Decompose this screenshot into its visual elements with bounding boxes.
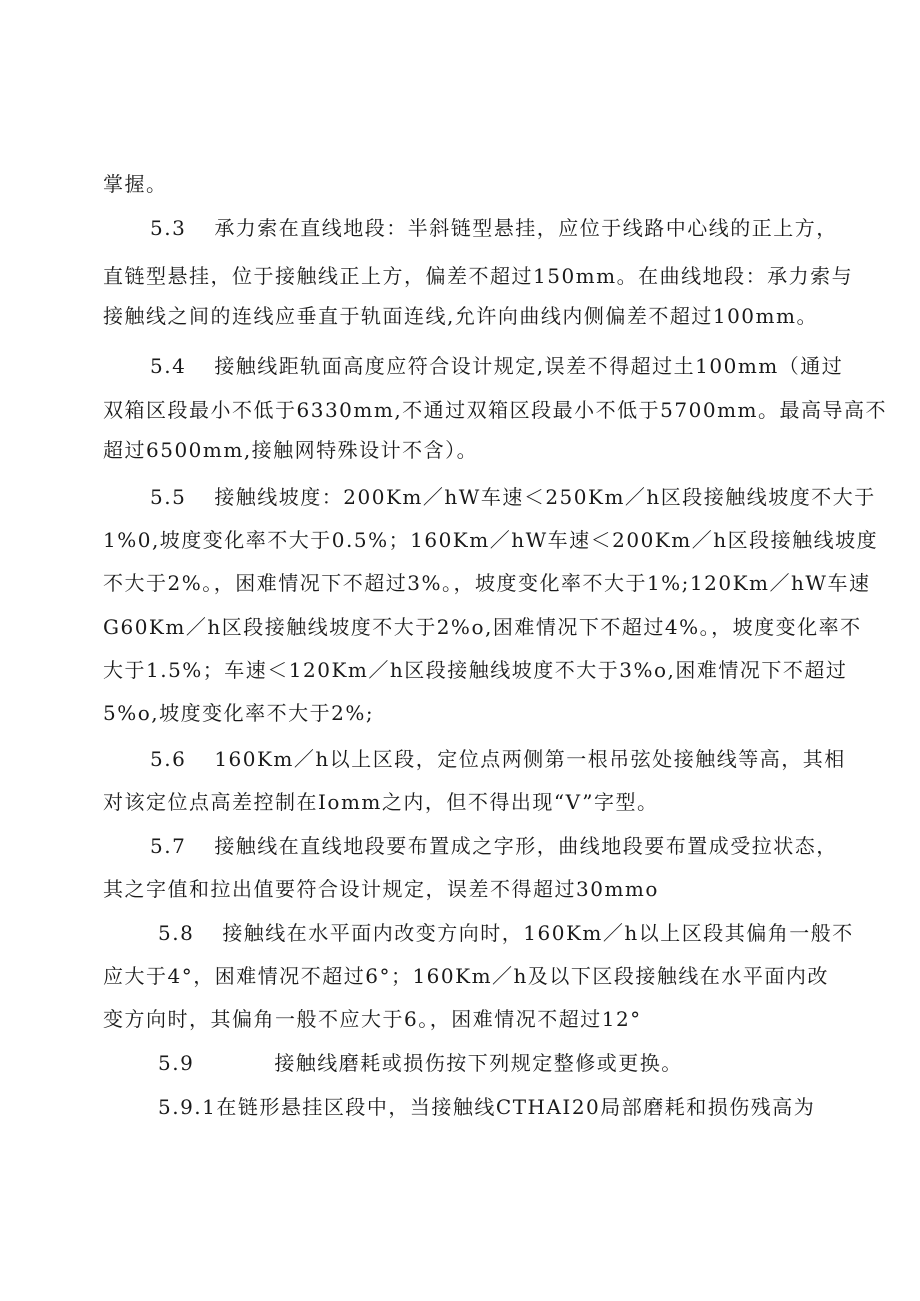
text-line: 掌握。	[103, 172, 168, 196]
section-number: 5.9	[158, 1051, 195, 1075]
section-5-8-line: 5.8 接触线在水平面内改变方向时，160Km／h以上区段其偏角一般不	[158, 921, 854, 945]
text-line: 对该定位点高差控制在Iomm之内，但不得出现“V”字型。	[103, 790, 659, 814]
section-5-5-line: 5.5 接触线坡度：200Km／hW车速＜250Km／h区段接触线坡度不大于	[150, 485, 876, 509]
text-line: 变方向时，其偏角一般不应大于6。，困难情况不超过12°	[103, 1007, 642, 1031]
text-line: 应大于4°，困难情况不超过6°；160Km／h及以下区段接触线在水平面内改	[103, 964, 829, 988]
section-number: 5.3	[150, 216, 187, 240]
text-line: G60Km／h区段接触线坡度不大于2%o,困难情况下不超过4%。，坡度变化率不	[103, 615, 862, 639]
section-5-9-line: 5.9 接触线磨耗或损伤按下列规定整修或更换。	[158, 1051, 683, 1075]
section-number: 5.6	[150, 747, 187, 771]
text-line: 双箱区段最小不低于6330mm,不通过双箱区段最小不低于5700mm。最高导高不	[103, 398, 888, 422]
text-line: 1%0,坡度变化率不大于0.5%；160Km／hW车速＜200Km／h区段接触线坡度	[103, 528, 879, 552]
section-number: 5.4	[150, 354, 187, 378]
section-5-9-1-line: 5.9.1在链形悬挂区段中，当接触线CTHAI20局部磨耗和损伤残高为	[158, 1095, 816, 1119]
text-line: 超过6500mm,接触网特殊设计不含）。	[103, 438, 479, 462]
section-5-4-line: 5.4 接触线距轨面高度应符合设计规定,误差不得超过土100mm（通过	[150, 354, 844, 378]
text-line: 5%o,坡度变化率不大于2%;	[103, 701, 375, 725]
text-line: 大于1.5%；车速＜120Km／h区段接触线坡度不大于3%o,困难情况下不超过	[103, 658, 848, 682]
section-number: 5.9.1	[158, 1095, 217, 1119]
text-line: 不大于2%。，困难情况下不超过3%。，坡度变化率不大于1%;120Km／hW车速	[103, 571, 871, 595]
section-5-7-line: 5.7 接触线在直线地段要布置成之字形，曲线地段要布置成受拉状态，	[150, 834, 838, 858]
section-5-6-line: 5.6 160Km／h以上区段，定位点两侧第一根吊弦处接触线等高，其相	[150, 747, 846, 771]
section-number: 5.5	[150, 485, 187, 509]
section-5-3-line: 5.3 承力索在直线地段：半斜链型悬挂，应位于线路中心线的正上方，	[150, 216, 838, 240]
text-line: 其之字值和拉出值要符合设计规定，误差不得超过30mmo	[103, 877, 659, 901]
text-line: 直链型悬挂，位于接触线正上方，偏差不超过150mm。在曲线地段：承力索与	[103, 264, 854, 288]
section-number: 5.7	[150, 834, 187, 858]
section-number: 5.8	[158, 921, 195, 945]
text-line: 接触线之间的连线应垂直于轨面连线,允许向曲线内侧偏差不超过100mm。	[103, 304, 818, 328]
